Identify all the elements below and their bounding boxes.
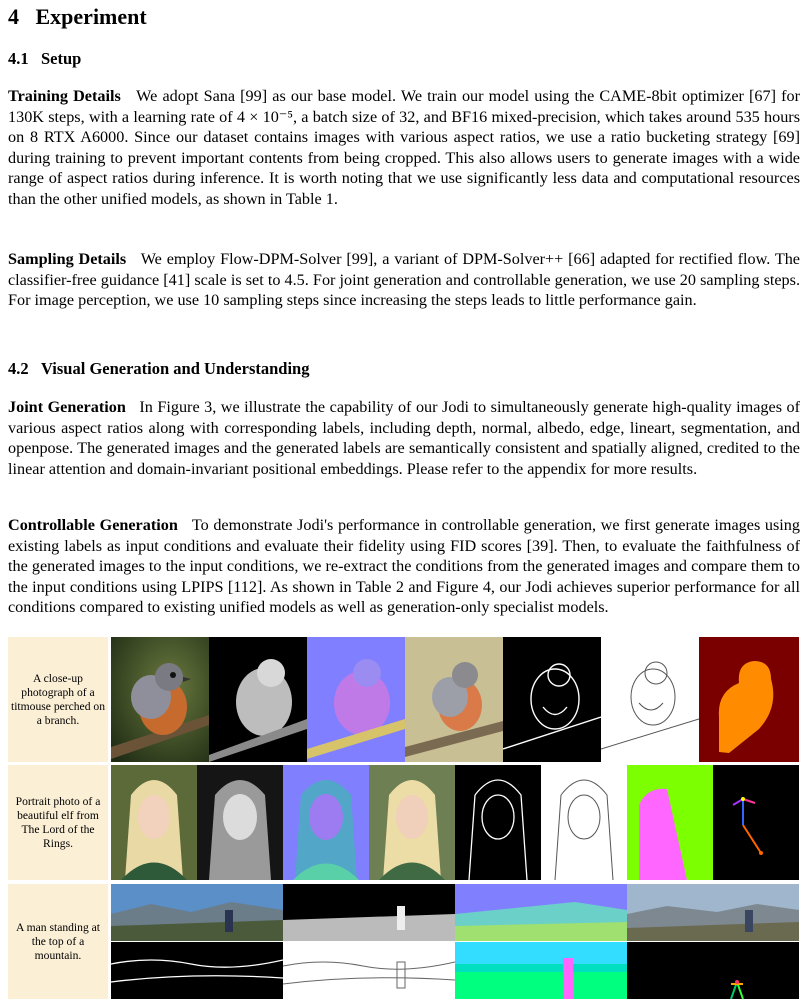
- tile-elf-segmentation: [627, 765, 713, 880]
- tile-elf-depth: [197, 765, 283, 880]
- figure-caption-titmouse: A close-up photograph of a titmouse perched on a branch.: [8, 637, 108, 762]
- paragraph-body: In Figure 3, we illustrate the capability of our Jodi to simultaneously generate high-quality images of various aspect ratios along with corresponding labels, including depth, normal, albedo, edge, lineart, segmentation, and openpose. The generated images and the generated labels are semantically consistent and spatially aligned, credited to the linear attention and domain-invariant positional embeddings. Please refer to the appendix for more results.: [8, 398, 800, 478]
- tile-mountain-segmentation: [455, 942, 627, 999]
- figure-caption-elf: Portrait photo of a beautiful elf from The Lord of the Rings.: [8, 765, 108, 880]
- tile-titmouse-depth: [209, 637, 307, 762]
- paragraph-body: To demonstrate Jodi's performance in controllable generation, we first generate images using existing labels as input conditions and evaluate their fidelity using FID scores [39]. Then, to evaluate the faithfulness of the generated images to the input conditions, we re-extract the conditions from the generated images and compare them to the input conditions using LPIPS [112]. As shown in Table 2 and Figure 4, our Jodi achieves superior performance for all conditions compared to existing unified models as well as generation-only specialist models.: [8, 516, 800, 616]
- subsection-title-visual-generation: 4.2 Visual Generation and Understanding: [8, 359, 310, 378]
- tile-elf-openpose: [713, 765, 799, 880]
- tile-mountain-normal: [455, 884, 627, 941]
- paragraph-heading: Sampling Details: [8, 250, 127, 268]
- section-title-text: Experiment: [35, 4, 147, 29]
- tile-titmouse-segmentation: [699, 637, 799, 762]
- tile-mountain-edge: [111, 942, 283, 999]
- section-title: [8, 4, 147, 30]
- paragraph-training-details: [8, 86, 800, 209]
- tile-mountain-depth: [283, 884, 455, 941]
- tile-mountain-lineart: [283, 942, 455, 999]
- tile-mountain-openpose: [627, 942, 799, 999]
- paragraph-heading: Joint Generation: [8, 398, 126, 416]
- tile-titmouse-albedo: [405, 637, 503, 762]
- subsection-title-setup: 4.1 Setup: [8, 49, 82, 68]
- tile-elf-albedo: [369, 765, 455, 880]
- paragraph-heading: Training Details: [8, 87, 121, 105]
- paragraph-heading: Controllable Generation: [8, 516, 178, 534]
- tile-mountain-albedo: [627, 884, 799, 941]
- paragraph-controllable-generation: [8, 515, 800, 618]
- paragraph-joint-generation: [8, 397, 800, 479]
- paragraph-sampling-details: [8, 249, 800, 311]
- tile-titmouse-lineart: [601, 637, 699, 762]
- paragraph-body: We adopt Sana [99] as our base model. We train our model using the CAME-8bit optimizer [67] for 130K steps, with a learning rate of 4 × 10⁻⁵, a batch size of 32, and BF16 mixed-precision, which takes around 535 hours on 8 RTX A6000. Since our dataset contains images with various aspect ratios, we use a ratio bucketing strategy [69] during training to prevent important contents from being cropped. This also allows users to generate images with a wide range of aspect ratios during inference. It is worth noting that we use significantly less data and computational resources than the other unified models, as shown in Table 1.: [8, 87, 801, 208]
- section-number: 4: [8, 4, 19, 29]
- tile-titmouse-normal: [307, 637, 405, 762]
- tile-titmouse-edge: [503, 637, 601, 762]
- tile-elf-normal: [283, 765, 369, 880]
- tile-elf-image: [111, 765, 197, 880]
- paragraph-body: We employ Flow-DPM-Solver [99], a variant of DPM-Solver++ [66] adapted for rectified flow. The classifier-free guidance [41] scale is set to 4.5. For joint generation and controllable generation, we use 20 sampling steps. For image perception, we use 10 sampling steps since increasing the steps leads to little performance gain.: [8, 250, 800, 309]
- tile-mountain-image: [111, 884, 283, 941]
- tile-elf-lineart: [541, 765, 627, 880]
- tile-titmouse-image: [111, 637, 209, 762]
- tile-elf-edge: [455, 765, 541, 880]
- figure-caption-mountain: A man standing at the top of a mountain.: [8, 884, 108, 999]
